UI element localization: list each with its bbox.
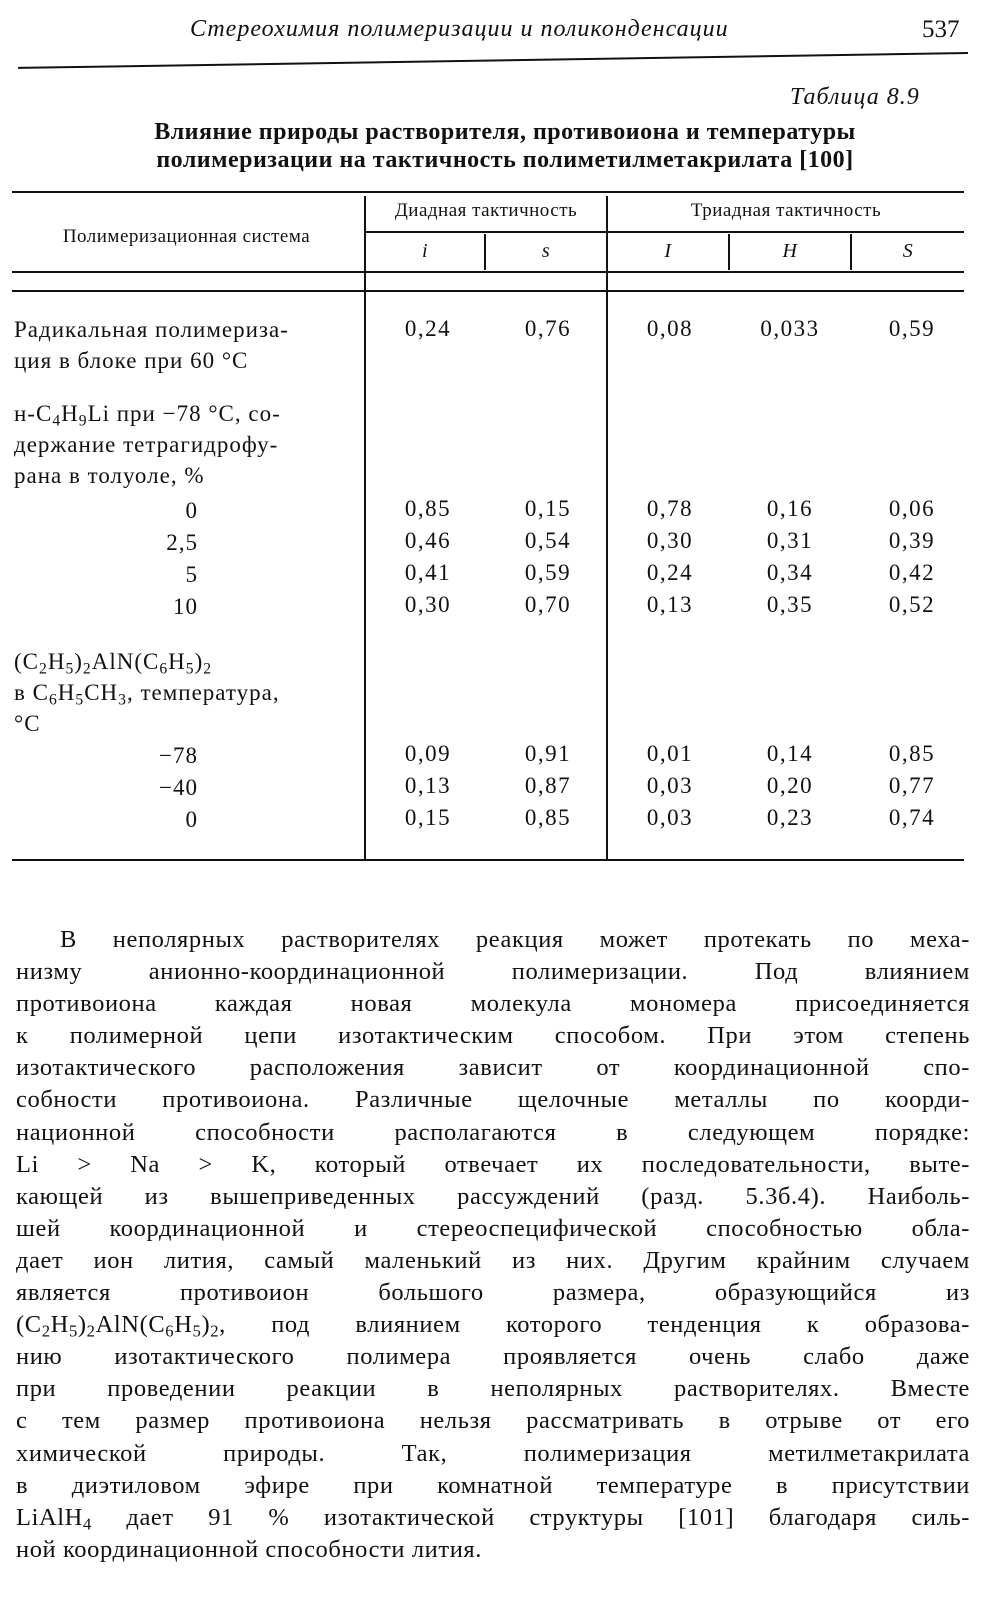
cell-i: 0,24	[404, 316, 452, 341]
column-header-diad: Диадная тактичность	[394, 200, 578, 221]
cell-H: 0,23	[766, 805, 814, 830]
cell-H: 0,20	[766, 773, 814, 798]
cell-H: 0,31	[766, 528, 814, 553]
column-header-triad: Триадная тактичность	[690, 200, 882, 221]
header-under-rule	[12, 290, 964, 292]
paragraph-line: дает ион лития, самый маленький из них. Другим крайним случаем	[16, 1246, 970, 1274]
cell-i: 0,09	[404, 741, 452, 766]
cell-s: 0,85	[524, 805, 572, 830]
paragraph-line: с тем размер противоиона нельзя рассматривать в отрыве от его	[16, 1407, 970, 1435]
cell-i: 0,46	[404, 528, 452, 553]
row-label: 10	[173, 594, 198, 619]
cell-S: 0,39	[888, 528, 936, 553]
cell-I: 0,01	[646, 741, 694, 766]
row-label: 2,5	[166, 530, 198, 555]
paragraph-line: изотактического расположения зависит от координационной спо-	[16, 1054, 970, 1082]
column-header-I: I	[664, 240, 672, 262]
cell-s: 0,76	[524, 316, 572, 341]
cell-s: 0,59	[524, 560, 572, 585]
cell-I: 0,08	[646, 316, 694, 341]
table-label: Таблица 8.9	[790, 84, 920, 110]
table-caption	[90, 118, 920, 174]
cell-I: 0,78	[646, 496, 694, 521]
paragraph-line: Li > Na > K, который отвечает их последовательности, выте-	[16, 1150, 970, 1178]
paragraph-line: шей координационной и стереоспецифической способностью обла-	[16, 1214, 970, 1242]
group-label-radical: Радикальная полимериза- ция в блоке при 60 °С	[14, 317, 289, 373]
cell-s: 0,70	[524, 592, 572, 617]
paragraph-line: является противоион большого размера, образующийся из	[16, 1279, 970, 1307]
paragraph-line: национной способности располагаются в следующем порядке:	[16, 1118, 970, 1146]
column-header-i: i	[421, 240, 429, 262]
cell-S: 0,52	[888, 592, 936, 617]
group-label-butyllithium: $н-C_4H_9Li$ при −78 °С, со- держание тетрагидрофу- рана в толуоле, %	[14, 401, 281, 488]
cell-S: 0,42	[888, 560, 936, 585]
row-label: 0	[185, 807, 198, 832]
page-number: 537	[922, 16, 960, 43]
cell-H: 0,16	[766, 496, 814, 521]
paragraph-line: в диэтиловом эфире при комнатной температуре в присутствии	[16, 1471, 970, 1499]
cell-S: 0,74	[888, 805, 936, 830]
cell-s: 0,54	[524, 528, 572, 553]
paragraph-line: LiAlH$_4$ дает 91 % изотактической структуры [101] благодаря силь-	[16, 1503, 970, 1534]
cell-H: 0,35	[766, 592, 814, 617]
cell-I: 0,03	[646, 805, 694, 830]
cell-I: 0,30	[646, 528, 694, 553]
paragraph-line: противоиона каждая новая молекула мономера присоединяется	[16, 990, 970, 1018]
cell-i: 0,85	[404, 496, 452, 521]
col-divider-system	[364, 196, 366, 860]
cell-s: 0,87	[524, 773, 572, 798]
paragraph-line: низму анионно-координационной полимеризации. Под влиянием	[16, 958, 970, 986]
cell-i: 0,30	[404, 592, 452, 617]
paragraph-line: при проведении реакции в неполярных растворителях. Вместе	[16, 1375, 970, 1403]
table-top-rule	[12, 191, 964, 193]
paragraph-line: химической природы. Так, полимеризация метилметакрилата	[16, 1439, 970, 1467]
paragraph-line: $(C_2H_5)_2AlN(C_6H_5)_2$, под влиянием которого тенденция к образова-	[16, 1311, 970, 1341]
row-label: 0	[185, 498, 198, 523]
paragraph-line: собности противоиона. Различные щелочные металлы по коорди-	[16, 1086, 970, 1114]
column-header-H: H	[782, 240, 798, 262]
body-paragraph	[16, 924, 970, 1566]
row-label: −40	[159, 775, 198, 800]
group-label-aluminium: $(C_2H_5)_2AlN(C_6H_5)_2$ в $C_6H_5CH_3$, температура, °С	[14, 649, 280, 736]
cell-s: 0,91	[524, 741, 572, 766]
cell-I: 0,03	[646, 773, 694, 798]
cell-s: 0,15	[524, 496, 572, 521]
column-header-system: Полимеризационная система	[62, 226, 311, 247]
cell-H: 0,14	[766, 741, 814, 766]
paragraph-line: кающей из вышеприведенных рассуждений (разд. 5.3б.4). Наиболь-	[16, 1182, 970, 1210]
header-mid-rule	[366, 231, 964, 233]
cell-S: 0,85	[888, 741, 936, 766]
paragraph-line: к полимерной цепи изотактическим способом. При этом степень	[16, 1022, 970, 1050]
cell-i: 0,15	[404, 805, 452, 830]
paragraph-line: В неполярных растворителях реакция может протекать по меха-	[60, 926, 970, 953]
cell-I: 0,13	[646, 592, 694, 617]
header-bottom-rule	[12, 271, 964, 273]
table-caption-line-2: полимеризации на тактичность полиметилметакрилата [100]	[156, 147, 854, 173]
cell-i: 0,13	[404, 773, 452, 798]
cell-S: 0,06	[888, 496, 936, 521]
paragraph-line: ной координационной способности лития.	[16, 1535, 483, 1563]
paragraph-line: нию изотактического полимера проявляется очень слабо даже	[16, 1343, 970, 1371]
header-rule	[18, 52, 968, 69]
cell-i: 0,41	[404, 560, 452, 585]
row-label: 5	[185, 562, 198, 587]
cell-S: 0,59	[888, 316, 936, 341]
row-label: −78	[159, 743, 198, 768]
cell-S: 0,77	[888, 773, 936, 798]
column-header-S: S	[902, 240, 914, 262]
table-caption-line-1: Влияние природы растворителя, противоиона и температуры	[154, 119, 856, 145]
table-bottom-rule	[12, 859, 964, 861]
column-header-s: s	[541, 240, 551, 262]
cell-H: 0,34	[766, 560, 814, 585]
running-title: Стереохимия полимеризации и поликонденсации	[190, 16, 729, 42]
cell-I: 0,24	[646, 560, 694, 585]
cell-H: 0,033	[760, 316, 820, 341]
